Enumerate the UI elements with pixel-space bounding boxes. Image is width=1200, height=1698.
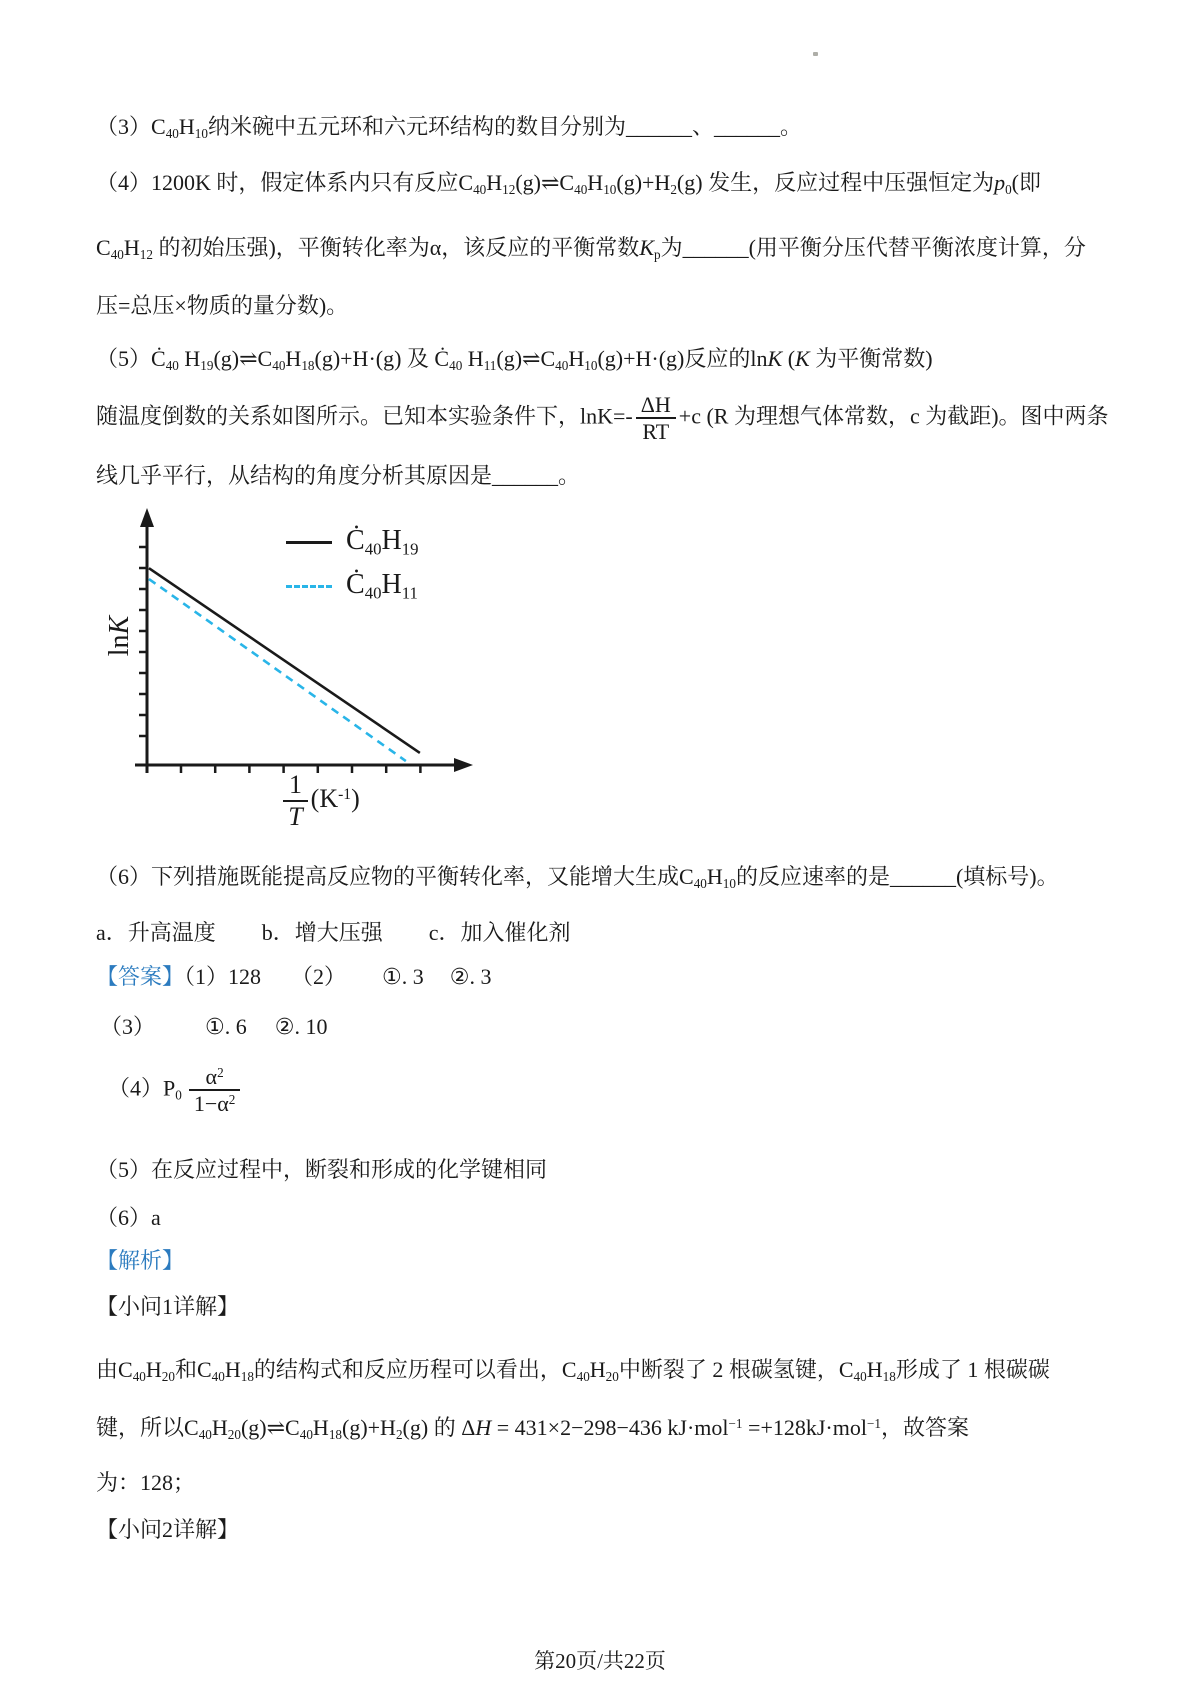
text-run: 10 xyxy=(584,358,598,374)
text-run: 随温度倒数的关系如图所示。已知本实验条件下，lnK=- xyxy=(96,403,633,429)
text-run: −1 xyxy=(866,1416,881,1432)
scan-artifact-dot xyxy=(813,52,818,56)
legend-item-C40H19-radical xyxy=(286,525,418,559)
text-run: 40 xyxy=(198,1427,212,1443)
answer-line-5 xyxy=(96,1155,547,1184)
text-run: 12 xyxy=(139,247,153,263)
question-6-line xyxy=(96,862,1059,893)
text-run: （5）Ċ xyxy=(96,346,166,371)
text-run: 40 xyxy=(165,358,179,374)
text-run: 形成了 1 根碳碳 xyxy=(895,1357,1050,1382)
page-footer: 第20页/共22页 xyxy=(534,1649,666,1673)
text-run: （6）下列措施既能提高反应物的平衡转化率，又能增大生成C xyxy=(96,864,694,889)
answer-line-6 xyxy=(96,1203,161,1232)
text-run: p xyxy=(994,170,1006,195)
text-run: C xyxy=(257,346,273,371)
text-run: (g) xyxy=(240,1415,267,1440)
text-run: （2） xyxy=(291,964,347,989)
text-run: 18 xyxy=(240,1369,254,1385)
fraction-numerator xyxy=(636,392,676,417)
legend-label xyxy=(346,525,418,559)
text-run: Ċ xyxy=(346,569,365,600)
text-run: p xyxy=(654,247,661,263)
text-run: 中断裂了 2 根碳氢键，C xyxy=(618,1357,854,1382)
question-4-line-2 xyxy=(96,233,1086,264)
legend-solid-line-sample xyxy=(286,541,332,544)
text-run: 由C xyxy=(96,1357,133,1382)
text-run: K xyxy=(767,346,783,371)
text-run: 18 xyxy=(301,358,315,374)
text-run: （6）a xyxy=(96,1205,161,1230)
text-run: 40 xyxy=(364,583,382,603)
text-run: 20 xyxy=(605,1369,619,1385)
text-run: (K xyxy=(310,783,339,813)
text-run: 40 xyxy=(272,358,286,374)
text-run: =+128kJ·mol xyxy=(742,1415,867,1440)
text-run: H xyxy=(486,170,503,195)
text-run: 40 xyxy=(574,182,588,198)
text-run: (g) xyxy=(213,346,240,371)
text-run: ΔH xyxy=(640,392,671,417)
text-run: H xyxy=(866,1357,883,1382)
text-run: b．增大压强 xyxy=(261,920,383,945)
text-run: (g) 的 Δ xyxy=(402,1415,476,1440)
text-run: RT xyxy=(642,419,670,445)
text-run: 2 xyxy=(395,1427,403,1443)
text-run: 40 xyxy=(853,1369,867,1385)
text-run: ②. 3 xyxy=(449,964,492,989)
text-run: C xyxy=(96,235,111,260)
text-run: 10 xyxy=(722,876,736,892)
text-run: （4）1200K 时，假定体系内只有反应C xyxy=(96,170,474,195)
text-run: (g) xyxy=(496,346,523,371)
text-run: H xyxy=(589,1357,606,1382)
text-run: 18 xyxy=(882,1369,896,1385)
text-run: (即 xyxy=(1011,170,1041,195)
chart-y-axis-label xyxy=(104,602,136,670)
text-run: H xyxy=(475,1415,492,1440)
text-run: （3） xyxy=(100,1014,156,1039)
text-run: （4）P xyxy=(108,1075,176,1101)
text-run: 20 xyxy=(227,1427,241,1443)
text-run: 为：128； xyxy=(96,1470,196,1495)
text-run: 40 xyxy=(299,1427,313,1443)
text-run: 0 xyxy=(1005,182,1012,198)
text-run: 【答案】 xyxy=(96,964,185,989)
text-run: 19 xyxy=(401,539,419,559)
analysis-header xyxy=(96,1246,184,1275)
fraction-denominator xyxy=(189,1089,241,1116)
fraction-denominator xyxy=(636,417,676,444)
fraction-numerator xyxy=(283,770,307,800)
text-run: ln xyxy=(104,634,135,657)
text-run: 40 xyxy=(555,358,569,374)
text-run: ，故答案 xyxy=(881,1415,970,1440)
text-run: 1 xyxy=(288,770,302,799)
text-run: H xyxy=(706,864,723,889)
fraction xyxy=(189,1064,241,1117)
subquestion-1-header xyxy=(96,1292,239,1321)
question-5-line-2 xyxy=(96,392,1109,445)
text-run: 纳米碗中五元环和六元环结构的数目分别为______、______。 xyxy=(207,114,802,139)
text-run: +c (R 为理想气体常数，c 为截距)。图中两条 xyxy=(678,403,1109,429)
text-run: a．升高温度 xyxy=(96,920,216,945)
text-run: (g)+H xyxy=(616,170,671,195)
text-run: C xyxy=(285,1415,300,1440)
text-run: H xyxy=(462,346,484,371)
text-run: 1−α xyxy=(193,1091,229,1117)
question-6-options-line xyxy=(96,918,571,947)
text-run: ①. 6 xyxy=(205,1014,247,1039)
text-run: 40 xyxy=(576,1369,590,1385)
text-run: 40 xyxy=(211,1369,225,1385)
question-5-line-1 xyxy=(96,344,933,375)
text-run: (g) xyxy=(515,170,541,195)
series-line-C40H11-radical xyxy=(149,579,406,761)
question-4-line-3 xyxy=(96,291,348,320)
text-run: α xyxy=(205,1064,218,1089)
subquestion-2-header xyxy=(96,1515,239,1544)
text-run: 为______(用平衡分压代替平衡浓度计算，分 xyxy=(660,235,1086,260)
text-run: ⇌ xyxy=(239,346,258,371)
question-5-line-3 xyxy=(96,461,580,490)
text-run: 40 xyxy=(473,182,487,198)
fraction-numerator xyxy=(189,1064,241,1089)
text-run: −1 xyxy=(728,1416,743,1432)
text-run: Ċ xyxy=(346,525,365,556)
text-run: 40 xyxy=(449,358,463,374)
text-run: 11 xyxy=(483,358,497,374)
text-run: ⇌ xyxy=(522,346,541,371)
text-run: 10 xyxy=(194,126,208,142)
text-run: （1）128 xyxy=(184,964,262,989)
text-run: T xyxy=(288,801,303,831)
text-run: 19 xyxy=(200,358,214,374)
explanation-line-2 xyxy=(96,1413,969,1444)
text-run: H xyxy=(178,346,201,371)
text-run: 10 xyxy=(603,182,617,198)
text-run: H xyxy=(285,346,302,371)
text-run: = 431×2−298−436 kJ·mol xyxy=(491,1415,729,1440)
text-run: ②. 10 xyxy=(274,1014,328,1039)
text-run: 40 xyxy=(110,247,124,263)
text-run: 压=总压×物质的量分数)。 xyxy=(96,293,349,318)
text-run: H xyxy=(178,114,195,139)
text-run: 【小问1详解】 xyxy=(96,1294,240,1319)
text-run: 键，所以C xyxy=(96,1415,199,1440)
text-run: ⇌ xyxy=(266,1415,286,1440)
answer-line-3 xyxy=(100,1012,327,1041)
text-run: C xyxy=(559,170,575,195)
text-run: 2 xyxy=(217,1065,224,1081)
text-run: 0 xyxy=(175,1087,182,1103)
text-run: 【小问2详解】 xyxy=(96,1517,240,1542)
text-run: 为平衡常数) xyxy=(809,346,933,371)
text-run: 20 xyxy=(161,1369,175,1385)
text-run: 的结构式和反应历程可以看出，C xyxy=(253,1357,577,1382)
lnk-vs-invT-chart xyxy=(90,470,520,850)
fraction-denominator xyxy=(283,800,307,832)
text-run: H xyxy=(145,1357,162,1382)
text-run: c．加入催化剂 xyxy=(428,920,571,945)
text-run: 反应的ln xyxy=(684,346,768,371)
text-run: ) xyxy=(351,783,360,813)
text-run: 40 xyxy=(132,1369,146,1385)
text-run: H xyxy=(381,569,402,600)
text-run: 【解析】 xyxy=(96,1248,185,1273)
answer-line-1-2 xyxy=(96,962,492,991)
explanation-line-1 xyxy=(96,1355,1050,1386)
text-run: 40 xyxy=(693,876,707,892)
text-run: （3）C xyxy=(96,114,166,139)
answer-line-4 xyxy=(108,1064,243,1117)
x-axis-arrowhead xyxy=(454,758,473,772)
text-run: 2 xyxy=(228,1092,236,1108)
text-run: -1 xyxy=(338,785,352,803)
text-run: C xyxy=(540,346,556,371)
text-run: 线几乎平行，从结构的角度分析其原因是______。 xyxy=(96,463,581,488)
text-run: ( xyxy=(782,346,796,371)
text-run: 2 xyxy=(670,182,677,198)
fraction xyxy=(636,392,676,445)
text-run: K xyxy=(639,235,654,260)
text-run: 18 xyxy=(328,1427,342,1443)
question-3-line xyxy=(96,112,802,143)
text-run: H xyxy=(312,1415,329,1440)
legend-dashed-line-sample xyxy=(286,585,332,588)
text-run: K xyxy=(795,346,810,371)
text-run: ⇌ xyxy=(540,170,560,195)
explanation-line-3 xyxy=(96,1468,195,1497)
text-run: H xyxy=(224,1357,241,1382)
text-run: (g)+H xyxy=(342,1415,396,1440)
text-run: (g) 发生，反应过程中压强恒定为 xyxy=(676,170,995,195)
text-run: H xyxy=(568,346,585,371)
text-run: 40 xyxy=(364,539,382,559)
text-run: H xyxy=(587,170,604,195)
y-axis-arrowhead xyxy=(140,508,154,527)
text-run: 的反应速率的是______(填标号)。 xyxy=(735,864,1059,889)
chart-x-axis-label xyxy=(240,770,400,832)
question-4-line-1 xyxy=(96,168,1041,199)
text-run: 11 xyxy=(401,583,418,603)
text-run: H xyxy=(123,235,140,260)
text-run: (g)+H·(g) 及 Ċ xyxy=(314,346,450,371)
text-run: 40 xyxy=(165,126,179,142)
text-run: （5）在反应过程中，断裂和形成的化学键相同 xyxy=(96,1157,548,1182)
legend-item-C40H11-radical xyxy=(286,569,418,603)
text-run: 12 xyxy=(502,182,516,198)
text-run: (g)+H·(g) xyxy=(597,346,685,371)
text-run: H xyxy=(381,525,402,556)
text-run: K xyxy=(104,615,135,635)
text-run: ①. 3 xyxy=(382,964,424,989)
fraction xyxy=(283,770,307,832)
legend-label xyxy=(346,569,418,603)
text-run: H xyxy=(211,1415,228,1440)
text-run: 和C xyxy=(174,1357,212,1382)
text-run: 的初始压强)，平衡转化率为α，该反应的平衡常数 xyxy=(152,235,640,260)
